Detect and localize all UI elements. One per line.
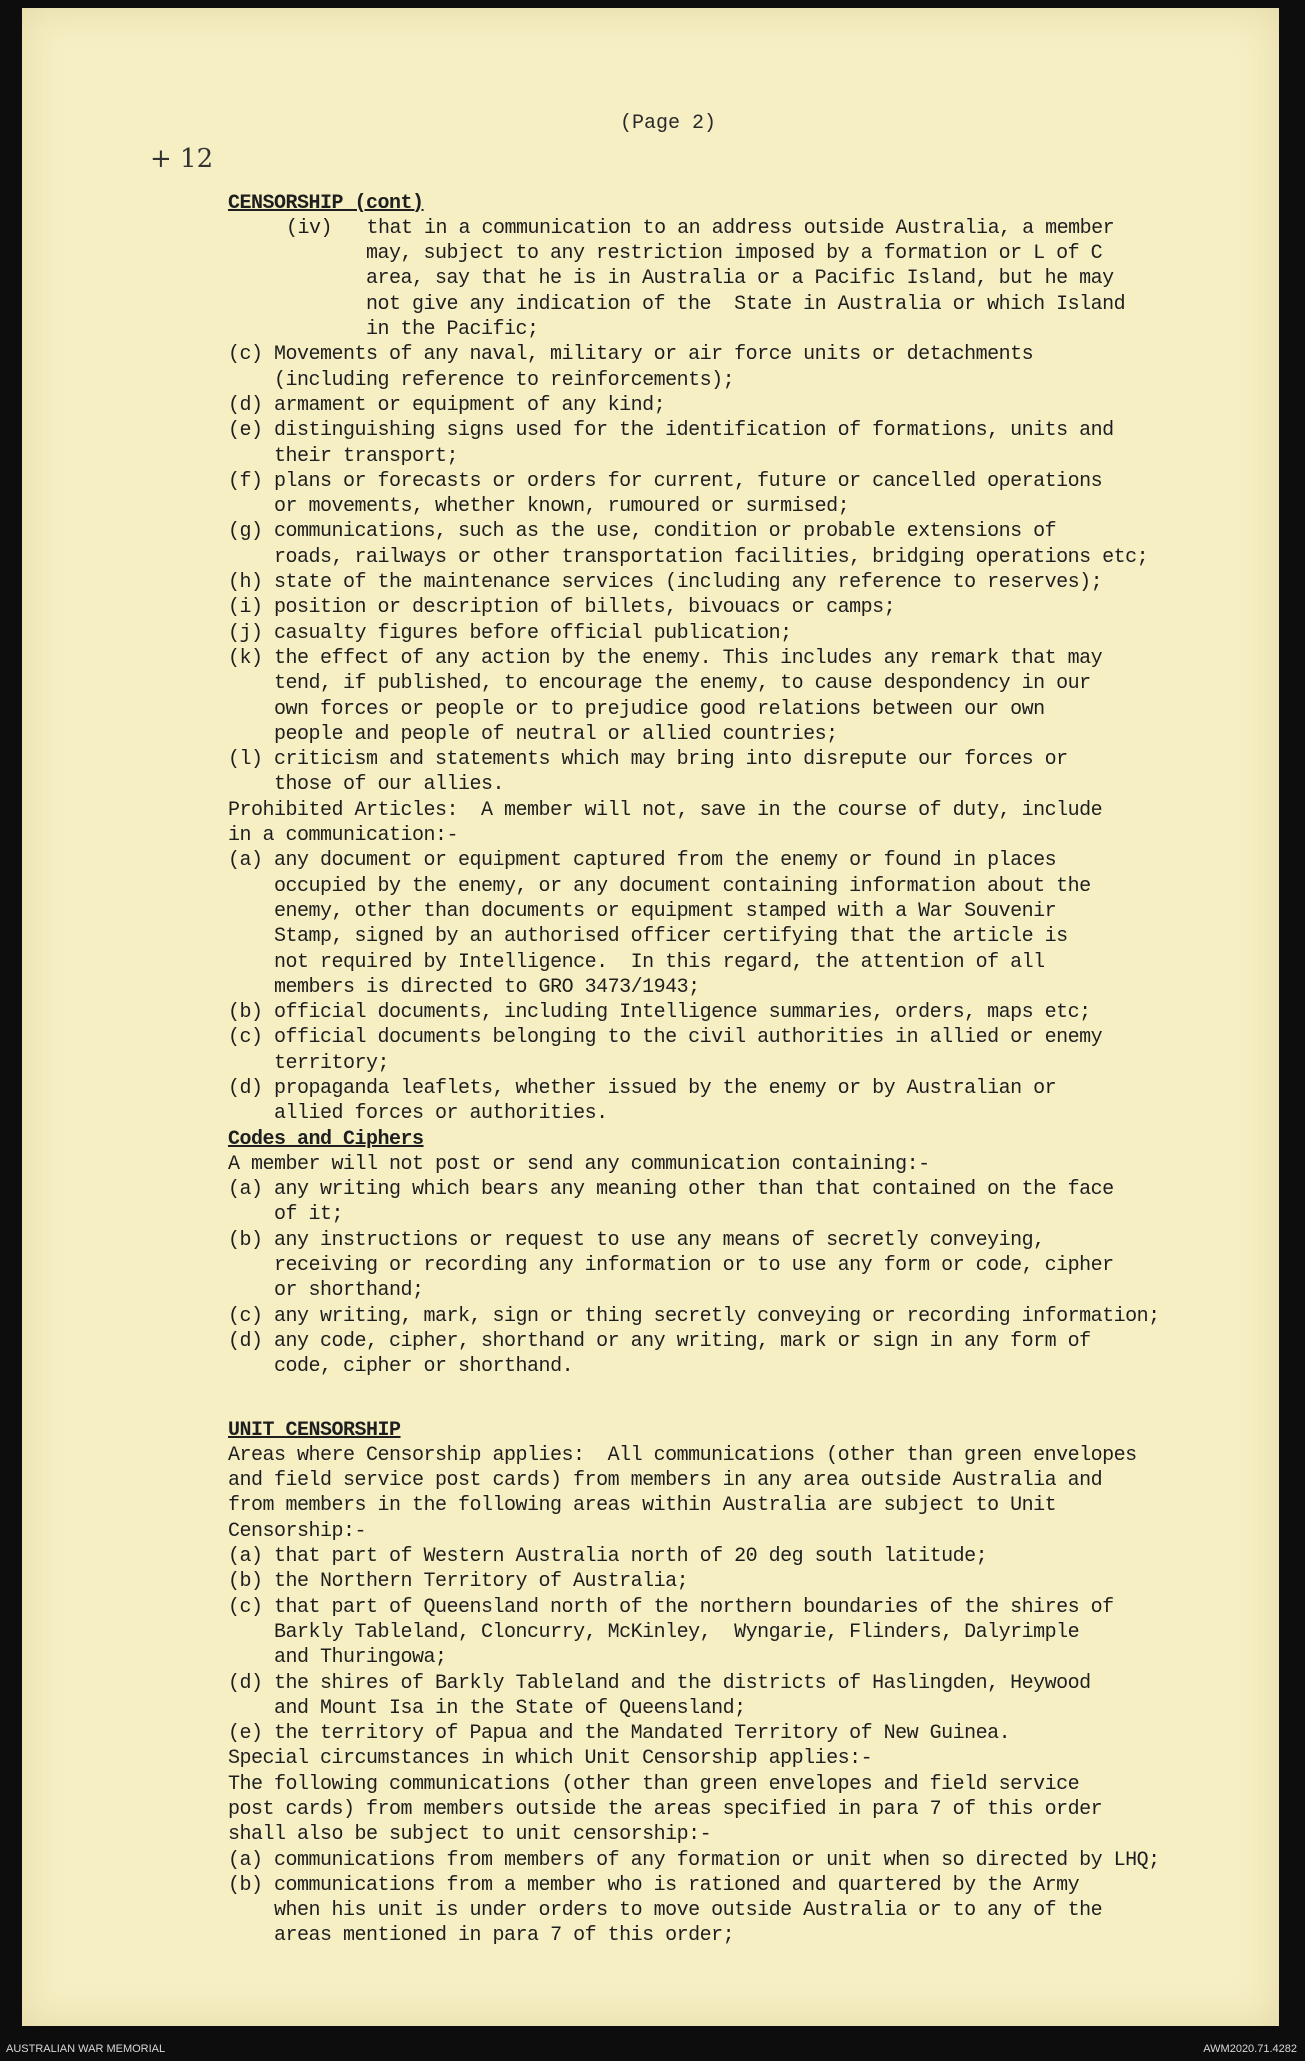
text-line: (c) official documents belonging to the civil authorities in allied or enemy	[228, 1026, 1103, 1050]
text-line: The following communications (other than green envelopes and field service	[228, 1772, 1080, 1796]
text-line: (d) the shires of Barkly Tableland and the districts of Haslingden, Heywood	[228, 1671, 1091, 1695]
footer-source: AUSTRALIAN WAR MEMORIAL	[6, 2043, 166, 2055]
handwritten-mark: + 12	[150, 144, 214, 174]
text-line: (j) casualty figures before official publication;	[228, 621, 792, 645]
spacer	[228, 1380, 1238, 1418]
text-line: Prohibited Articles: A member will not, save in the course of duty, include	[228, 798, 1103, 822]
text-line: (b) the Northern Territory of Australia;	[228, 1570, 689, 1594]
text-line: (b) any instructions or request to use any means of secretly conveying,	[228, 1228, 1045, 1252]
text-line: (g) communications, such as the use, condition or probable extensions of	[228, 520, 1057, 544]
text-line: enemy, other than documents or equipment stamped with a War Souvenir	[228, 899, 1057, 923]
text-line: (a) any writing which bears any meaning other than that contained on the face	[228, 1178, 1114, 1202]
text-lines	[228, 191, 1238, 1949]
text-line: receiving or recording any information or to use any form or code, cipher	[228, 1254, 1114, 1278]
text-line: territory;	[228, 1051, 390, 1075]
text-line: CENSORSHIP (cont)	[228, 191, 424, 215]
text-line: (c) any writing, mark, sign or thing secretly conveying or recording information;	[228, 1304, 1160, 1328]
text-line: of it;	[228, 1203, 344, 1227]
text-line: Areas where Censorship applies: All communications (other than green envelopes	[228, 1443, 1137, 1467]
text-line: may, subject to any restriction imposed by a formation or L of C	[366, 242, 1103, 266]
footer-reference: AWM2020.71.4282	[1203, 2043, 1297, 2055]
text-line: A member will not post or send any communication containing:-	[228, 1152, 930, 1176]
text-line: when his unit is under orders to move outside Australia or to any of the	[228, 1899, 1103, 1923]
text-line: or movements, whether known, rumoured or surmised;	[228, 495, 850, 519]
text-line: tend, if published, to encourage the enemy, to cause despondency in our	[228, 672, 1091, 696]
text-line: (a) any document or equipment captured from the enemy or found in places	[228, 849, 1057, 873]
text-line: their transport;	[228, 444, 459, 468]
text-line: UNIT CENSORSHIP	[228, 1418, 401, 1442]
text-line: (e) the territory of Papua and the Mandated Territory of New Guinea.	[228, 1722, 1011, 1746]
text-line: or shorthand;	[228, 1279, 424, 1303]
text-line: (d) propaganda leaflets, whether issued by the enemy or by Australian or	[228, 1076, 1057, 1100]
document-page	[22, 8, 1279, 2026]
text-line: (b) official documents, including Intelligence summaries, orders, maps etc;	[228, 1001, 1091, 1025]
text-line: and Thuringowa;	[228, 1646, 447, 1670]
text-line: post cards) from members outside the areas specified in para 7 of this order	[228, 1798, 1103, 1821]
text-line: areas mentioned in para 7 of this order;	[228, 1924, 735, 1948]
text-line: (including reference to reinforcements);	[228, 368, 735, 392]
text-line: and Mount Isa in the State of Queensland;	[228, 1696, 746, 1720]
footer	[0, 2043, 1305, 2061]
text-line: not required by Intelligence. In this regard, the attention of all	[228, 950, 1045, 974]
text-line: and field service post cards) from members in any area outside Australia and	[228, 1469, 1103, 1493]
text-line: (c) that part of Queensland north of the northern boundaries of the shires of	[228, 1595, 1114, 1619]
text-line: (iv) that in a communication to an address outside Australia, a member	[286, 216, 1115, 240]
text-line: (c) Movements of any naval, military or air force units or detachments	[228, 343, 1034, 367]
document-body	[228, 140, 1238, 1999]
text-line: code, cipher or shorthand.	[228, 1355, 574, 1379]
text-line: allied forces or authorities.	[228, 1102, 608, 1126]
text-line: in the Pacific;	[366, 318, 539, 342]
text-line: (d) any code, cipher, shorthand or any writing, mark or sign in any form of	[228, 1329, 1091, 1353]
text-line: (a) communications from members of any formation or unit when so directed by LHQ;	[228, 1848, 1160, 1872]
text-line: (f) plans or forecasts or orders for current, future or cancelled operations	[228, 469, 1103, 493]
text-line: area, say that he is in Australia or a Pacific Island, but he may	[366, 267, 1114, 291]
text-line: not give any indication of the State in Australia or which Island	[366, 292, 1126, 316]
text-line: (k) the effect of any action by the enemy. This includes any remark that may	[228, 646, 1103, 670]
text-line: Codes and Ciphers	[228, 1127, 424, 1151]
text-line: from members in the following areas within Australia are subject to Unit	[228, 1494, 1057, 1518]
text-line: Stamp, signed by an authorised officer certifying that the article is	[228, 925, 1068, 949]
text-line: roads, railways or other transportation facilities, bridging operations etc;	[228, 545, 1149, 569]
text-line: Barkly Tableland, Cloncurry, McKinley, Wyngarie, Flinders, Dalyrimple	[228, 1620, 1080, 1644]
text-line: (b) communications from a member who is rationed and quartered by the Army	[228, 1873, 1080, 1897]
text-line: (e) distinguishing signs used for the identification of formations, units and	[228, 419, 1114, 443]
text-line: own forces or people or to prejudice good relations between our own	[228, 697, 1045, 721]
text-line: occupied by the enemy, or any document containing information about the	[228, 874, 1091, 898]
text-line: Special circumstances in which Unit Censorship applies:-	[228, 1747, 873, 1771]
text-line: shall also be subject to unit censorship:-	[228, 1823, 712, 1847]
text-line: in a communication:-	[228, 824, 459, 848]
text-line: those of our allies.	[228, 773, 505, 797]
text-line: (a) that part of Western Australia north of 20 deg south latitude;	[228, 1545, 988, 1569]
text-line: (l) criticism and statements which may bring into disrepute our forces or	[228, 748, 1068, 772]
page-number: (Page 2)	[620, 112, 717, 135]
text-line: members is directed to GRO 3473/1943;	[228, 975, 700, 999]
text-line: people and people of neutral or allied countries;	[228, 722, 838, 746]
text-line: (d) armament or equipment of any kind;	[228, 393, 666, 417]
text-line: (h) state of the maintenance services (including any reference to reserves);	[228, 571, 1103, 595]
text-line: (i) position or description of billets, bivouacs or camps;	[228, 596, 896, 620]
text-line: Censorship:-	[228, 1519, 367, 1543]
